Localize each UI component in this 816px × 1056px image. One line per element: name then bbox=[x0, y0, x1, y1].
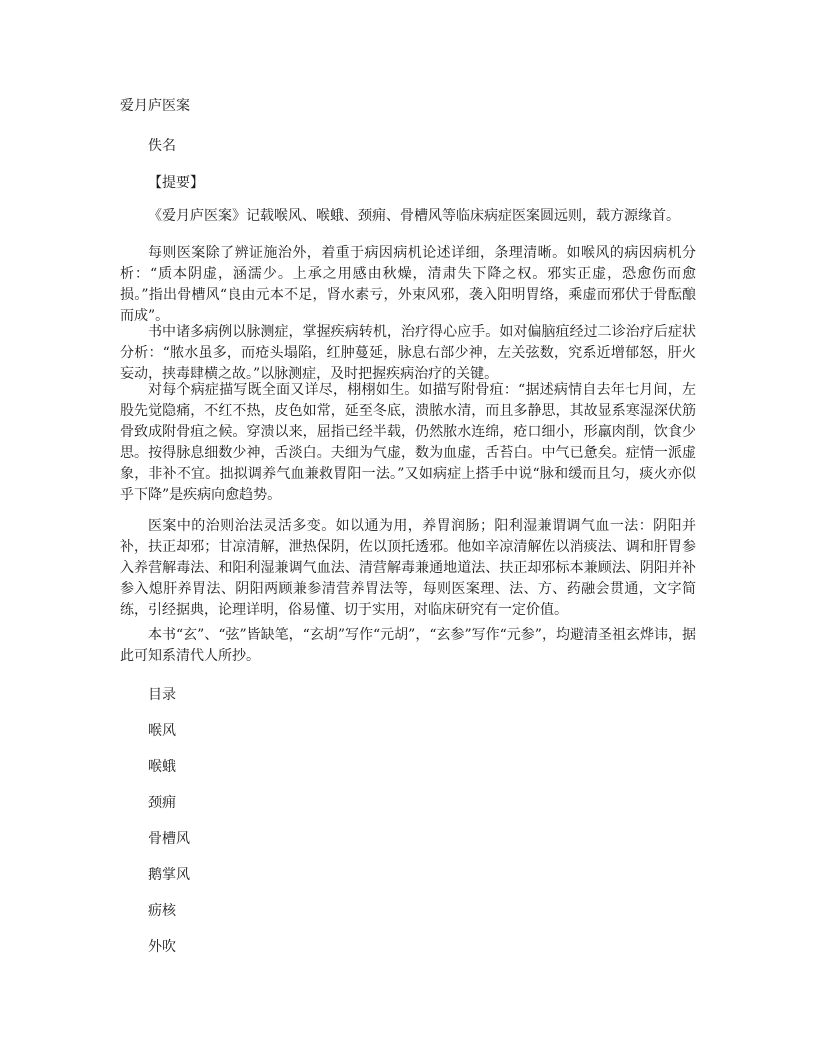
paragraph: 书中诸多病例以脉测症，掌握疾病转机，治疗得心应手。如对偏脑疽经过二诊治疗后症状分析：“脓水虽多，而疮头塌陷，红肿蔓延，脉息右部少神，左关弦数，究系近增郁怒，肝火妄动，挟毒肆横之故。”以脉测症，及时把握疾病治疗的关键。 bbox=[120, 324, 696, 382]
toc-item: 喉风 bbox=[148, 723, 176, 739]
paragraph: 对每个病症描写既全面又详尽，栩栩如生。如描写附骨疽：“据述病情自去年七月间，左股先觉隐痛，不红不热，皮色如常，延至冬底，溃脓水清，而且多静思，其故显系寒湿深伏筋骨致成附骨疽之候。穿溃以来，屈指已经半载，仍然脓水连绵，疮口细小，形羸肉削，饮食少思。按得脉息细数少神，舌淡白。夫细为气虚，数为血虚，舌苔白。中气已惫矣。症情一派虚象，非补不宜。拙拟调养气血兼救胃阳一法。”又如病症上搭手中说“脉和缓而且匀，痰火亦似乎下降”是疾病向愈趋势。 bbox=[120, 382, 696, 503]
paragraph: 医案中的治则治法灵活多变。如以通为用，养胃润肠；阳利湿兼谓调气血一法：阴阳并补，扶正却邪；甘凉清解，泄热保阴，佐以顶托透邪。他如辛凉清解佐以消痰法、调和肝胃参入养营解毒法、和阳利湿兼调气血法、清营解毒兼通地道法、扶正却邪标本兼顾法、阴阳并补参入熄肝养胃法、阴阳两顾兼参清营养胃法等，每则医案理、法、方、药融会贯通，文字简练，引经据典，论理详明，俗易懂、切于实用，对临床研究有一定价值。 bbox=[120, 518, 696, 618]
toc-heading: 目录 bbox=[148, 687, 176, 703]
paragraph: 每则医案除了辨证施治外，着重于病因病机论述详细，条理清晰。如喉风的病因病机分析：“质本阴虚，涵濡少。上承之用感由秋燥，清肃失下降之权。邪实正虚，恐愈伤而愈损。”指出骨槽风“良由元本不足，肾水素亏，外束风邪，袭入阳明胃络，乘虚而邪伏于骨酝酿而成”。 bbox=[120, 245, 696, 324]
toc-item: 喉蛾 bbox=[148, 759, 176, 775]
toc-item: 骨槽风 bbox=[148, 831, 190, 847]
abstract-heading: 【提要】 bbox=[148, 175, 204, 191]
document-title: 爱月庐医案 bbox=[120, 98, 190, 114]
toc-item: 颈痈 bbox=[148, 795, 176, 811]
toc-item: 鹅掌风 bbox=[148, 867, 190, 883]
paragraph: 本书“玄”、“弦”皆缺笔，“玄胡”写作“元胡”，“玄参”写作“元参”，均避清圣祖玄烨讳，据此可知系清代人所抄。 bbox=[120, 627, 696, 664]
toc-item: 外吹 bbox=[148, 939, 176, 955]
document-author: 佚名 bbox=[148, 138, 176, 154]
paragraph: 《爱月庐医案》记载喉风、喉蛾、颈痈、骨槽风等临床病症医案圆远则，载方源缘首。 bbox=[148, 208, 680, 224]
toc-item: 疬核 bbox=[148, 903, 176, 919]
